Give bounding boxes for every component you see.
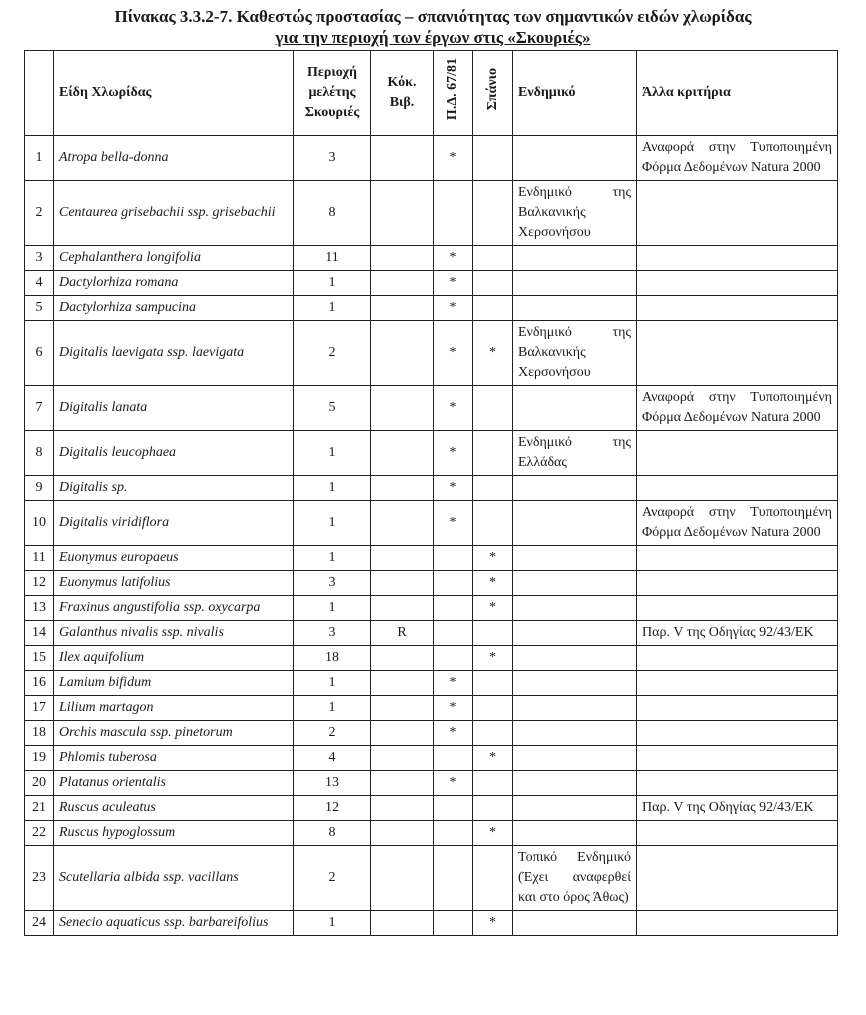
- flora-protection-table: [24, 50, 838, 936]
- endemic-status: [513, 911, 637, 936]
- table-row: [25, 771, 838, 796]
- header-study-area: Περιοχή μελέτης Σκουριές: [294, 51, 371, 136]
- row-number: 2: [25, 181, 54, 246]
- study-area-count: 1: [294, 271, 371, 296]
- endemic-status: [513, 771, 637, 796]
- other-criteria: Αναφορά στην Τυποποιημένη Φόρμα Δεδομένων Natura 2000: [637, 386, 838, 431]
- row-number: 1: [25, 136, 54, 181]
- red-book-status: [371, 431, 434, 476]
- endemic-status: [513, 671, 637, 696]
- rare-mark: [473, 696, 513, 721]
- rare-mark: [473, 386, 513, 431]
- species-name: Centaurea grisebachii ssp. grisebachii: [54, 181, 294, 246]
- red-book-status: [371, 911, 434, 936]
- endemic-status: [513, 296, 637, 321]
- study-area-count: 2: [294, 846, 371, 911]
- red-book-status: [371, 796, 434, 821]
- pd-67-81-mark: *: [434, 696, 473, 721]
- endemic-status: [513, 246, 637, 271]
- study-area-count: 4: [294, 746, 371, 771]
- pd-67-81-mark: *: [434, 246, 473, 271]
- species-name: Ruscus aculeatus: [54, 796, 294, 821]
- rare-mark: [473, 671, 513, 696]
- other-criteria: [637, 821, 838, 846]
- other-criteria: [637, 846, 838, 911]
- study-area-count: 1: [294, 911, 371, 936]
- other-criteria: [637, 596, 838, 621]
- species-name: Digitalis lanata: [54, 386, 294, 431]
- pd-67-81-mark: [434, 821, 473, 846]
- pd-67-81-mark: *: [434, 501, 473, 546]
- table-row: [25, 596, 838, 621]
- pd-67-81-mark: [434, 646, 473, 671]
- rare-mark: [473, 136, 513, 181]
- other-criteria: [637, 571, 838, 596]
- pd-67-81-mark: *: [434, 136, 473, 181]
- other-criteria: [637, 546, 838, 571]
- study-area-count: 3: [294, 621, 371, 646]
- row-number: 22: [25, 821, 54, 846]
- species-name: Digitalis leucophaea: [54, 431, 294, 476]
- rare-mark: *: [473, 821, 513, 846]
- row-number: 9: [25, 476, 54, 501]
- pd-67-81-mark: *: [434, 386, 473, 431]
- endemic-status: [513, 501, 637, 546]
- pd-67-81-mark: *: [434, 721, 473, 746]
- species-name: Scutellaria albida ssp. vacillans: [54, 846, 294, 911]
- red-book-status: [371, 846, 434, 911]
- study-area-count: 1: [294, 501, 371, 546]
- pd-67-81-mark: *: [434, 431, 473, 476]
- pd-67-81-mark: *: [434, 271, 473, 296]
- table-row: [25, 431, 838, 476]
- species-name: Orchis mascula ssp. pinetorum: [54, 721, 294, 746]
- red-book-status: [371, 821, 434, 846]
- table-row: [25, 721, 838, 746]
- header-endemic: Ενδημικό: [513, 51, 637, 136]
- table-row: [25, 136, 838, 181]
- red-book-status: [371, 271, 434, 296]
- red-book-status: [371, 296, 434, 321]
- red-book-status: [371, 181, 434, 246]
- row-number: 10: [25, 501, 54, 546]
- other-criteria: [637, 431, 838, 476]
- row-number: 21: [25, 796, 54, 821]
- endemic-status: Ενδημικό της Βαλκανικής Χερσονήσου: [513, 321, 637, 386]
- study-area-count: 2: [294, 321, 371, 386]
- row-number: 8: [25, 431, 54, 476]
- endemic-status: [513, 596, 637, 621]
- pd-67-81-mark: *: [434, 771, 473, 796]
- endemic-status: Τοπικό Ενδημικό (Έχει αναφερθεί και στο όρος Άθως): [513, 846, 637, 911]
- rare-mark: *: [473, 646, 513, 671]
- endemic-status: [513, 271, 637, 296]
- header-other-criteria: Άλλα κριτήρια: [637, 51, 838, 136]
- species-name: Atropa bella-donna: [54, 136, 294, 181]
- table-row: [25, 571, 838, 596]
- other-criteria: [637, 296, 838, 321]
- table-row: [25, 296, 838, 321]
- study-area-count: 8: [294, 821, 371, 846]
- species-name: Ilex aquifolium: [54, 646, 294, 671]
- species-name: Digitalis sp.: [54, 476, 294, 501]
- red-book-status: [371, 386, 434, 431]
- endemic-status: [513, 796, 637, 821]
- red-book-status: [371, 571, 434, 596]
- other-criteria: [637, 721, 838, 746]
- other-criteria: Παρ. V της Οδηγίας 92/43/ΕΚ: [637, 796, 838, 821]
- caption-line-2: για την περιοχή των έργων στις «Σκουριές»: [275, 28, 591, 47]
- header-number: [25, 51, 54, 136]
- rare-mark: [473, 721, 513, 746]
- pd-67-81-mark: [434, 796, 473, 821]
- endemic-status: Ενδημικό της Βαλκανικής Χερσονήσου: [513, 181, 637, 246]
- table-row: [25, 796, 838, 821]
- endemic-status: [513, 621, 637, 646]
- rare-mark: *: [473, 596, 513, 621]
- study-area-count: 1: [294, 546, 371, 571]
- pd-67-81-mark: [434, 546, 473, 571]
- red-book-status: [371, 596, 434, 621]
- rare-mark: *: [473, 571, 513, 596]
- study-area-count: 1: [294, 596, 371, 621]
- rare-mark: *: [473, 546, 513, 571]
- pd-67-81-mark: [434, 621, 473, 646]
- rare-mark: [473, 771, 513, 796]
- rare-mark: [473, 846, 513, 911]
- species-name: Euonymus latifolius: [54, 571, 294, 596]
- header-pd-label: Π.Δ. 67/81: [445, 58, 460, 121]
- red-book-status: [371, 646, 434, 671]
- table-row: [25, 476, 838, 501]
- other-criteria: Παρ. V της Οδηγίας 92/43/ΕΚ: [637, 621, 838, 646]
- table-row: [25, 746, 838, 771]
- other-criteria: [637, 646, 838, 671]
- row-number: 7: [25, 386, 54, 431]
- header-red-book: Κόκ. Βιβ.: [371, 51, 434, 136]
- species-name: Lamium bifidum: [54, 671, 294, 696]
- pd-67-81-mark: *: [434, 321, 473, 386]
- other-criteria: [637, 671, 838, 696]
- species-name: Platanus orientalis: [54, 771, 294, 796]
- study-area-count: 1: [294, 431, 371, 476]
- species-name: Phlomis tuberosa: [54, 746, 294, 771]
- endemic-status: [513, 696, 637, 721]
- table-row: [25, 271, 838, 296]
- table-row: [25, 696, 838, 721]
- red-book-status: [371, 246, 434, 271]
- red-book-status: [371, 771, 434, 796]
- header-species: Είδη Χλωρίδας: [54, 51, 294, 136]
- other-criteria: [637, 181, 838, 246]
- species-name: Galanthus nivalis ssp. nivalis: [54, 621, 294, 646]
- row-number: 4: [25, 271, 54, 296]
- red-book-status: [371, 671, 434, 696]
- table-row: [25, 246, 838, 271]
- row-number: 18: [25, 721, 54, 746]
- table-row: [25, 321, 838, 386]
- rare-mark: [473, 246, 513, 271]
- table-row: [25, 501, 838, 546]
- row-number: 12: [25, 571, 54, 596]
- study-area-count: 1: [294, 296, 371, 321]
- species-name: Dactylorhiza romana: [54, 271, 294, 296]
- table-row: [25, 386, 838, 431]
- species-name: Fraxinus angustifolia ssp. oxycarpa: [54, 596, 294, 621]
- endemic-status: [513, 386, 637, 431]
- rare-mark: [473, 181, 513, 246]
- pd-67-81-mark: *: [434, 296, 473, 321]
- rare-mark: [473, 476, 513, 501]
- endemic-status: Ενδημικό της Ελλάδας: [513, 431, 637, 476]
- endemic-status: [513, 476, 637, 501]
- study-area-count: 3: [294, 136, 371, 181]
- row-number: 6: [25, 321, 54, 386]
- other-criteria: [637, 321, 838, 386]
- rare-mark: *: [473, 321, 513, 386]
- header-rare: [473, 51, 513, 136]
- pd-67-81-mark: [434, 911, 473, 936]
- endemic-status: [513, 571, 637, 596]
- row-number: 23: [25, 846, 54, 911]
- table-row: [25, 181, 838, 246]
- other-criteria: [637, 771, 838, 796]
- species-name: Euonymus europaeus: [54, 546, 294, 571]
- endemic-status: [513, 136, 637, 181]
- other-criteria: [637, 746, 838, 771]
- table-row: [25, 546, 838, 571]
- red-book-status: [371, 321, 434, 386]
- study-area-count: 1: [294, 476, 371, 501]
- row-number: 17: [25, 696, 54, 721]
- other-criteria: [637, 271, 838, 296]
- rare-mark: *: [473, 911, 513, 936]
- pd-67-81-mark: [434, 181, 473, 246]
- red-book-status: [371, 746, 434, 771]
- study-area-count: 8: [294, 181, 371, 246]
- endemic-status: [513, 546, 637, 571]
- endemic-status: [513, 646, 637, 671]
- rare-mark: [473, 271, 513, 296]
- species-name: Dactylorhiza sampucina: [54, 296, 294, 321]
- endemic-status: [513, 746, 637, 771]
- pd-67-81-mark: [434, 846, 473, 911]
- species-name: Senecio aquaticus ssp. barbareifolius: [54, 911, 294, 936]
- species-name: Ruscus hypoglossum: [54, 821, 294, 846]
- study-area-count: 1: [294, 696, 371, 721]
- table-row: [25, 846, 838, 911]
- table-row: [25, 821, 838, 846]
- study-area-count: 1: [294, 671, 371, 696]
- rare-mark: [473, 296, 513, 321]
- red-book-status: R: [371, 621, 434, 646]
- row-number: 20: [25, 771, 54, 796]
- row-number: 11: [25, 546, 54, 571]
- species-name: Cephalanthera longifolia: [54, 246, 294, 271]
- rare-mark: [473, 621, 513, 646]
- study-area-count: 5: [294, 386, 371, 431]
- red-book-status: [371, 696, 434, 721]
- rare-mark: [473, 501, 513, 546]
- other-criteria: [637, 696, 838, 721]
- header-rare-label: Σπάνιο: [484, 68, 500, 111]
- study-area-count: 11: [294, 246, 371, 271]
- red-book-status: [371, 136, 434, 181]
- row-number: 19: [25, 746, 54, 771]
- study-area-count: 3: [294, 571, 371, 596]
- study-area-count: 13: [294, 771, 371, 796]
- other-criteria: [637, 911, 838, 936]
- row-number: 24: [25, 911, 54, 936]
- table-row: [25, 911, 838, 936]
- endemic-status: [513, 821, 637, 846]
- row-number: 13: [25, 596, 54, 621]
- header-row: [25, 51, 838, 136]
- pd-67-81-mark: [434, 746, 473, 771]
- species-name: Digitalis laevigata ssp. laevigata: [54, 321, 294, 386]
- other-criteria: [637, 476, 838, 501]
- study-area-count: 12: [294, 796, 371, 821]
- table-caption: [0, 6, 866, 48]
- red-book-status: [371, 546, 434, 571]
- table-row: [25, 671, 838, 696]
- rare-mark: [473, 431, 513, 476]
- species-name: Digitalis viridiflora: [54, 501, 294, 546]
- table-body: [25, 136, 838, 936]
- rare-mark: *: [473, 746, 513, 771]
- caption-line-1: Πίνακας 3.3.2-7. Καθεστώς προστασίας – σπανιότητας των σημαντικών ειδών χλωρίδας: [114, 7, 752, 26]
- row-number: 3: [25, 246, 54, 271]
- red-book-status: [371, 476, 434, 501]
- other-criteria: Αναφορά στην Τυποποιημένη Φόρμα Δεδομένων Natura 2000: [637, 501, 838, 546]
- pd-67-81-mark: *: [434, 671, 473, 696]
- endemic-status: [513, 721, 637, 746]
- table-row: [25, 646, 838, 671]
- header-pd-67-81: [434, 51, 473, 136]
- pd-67-81-mark: *: [434, 476, 473, 501]
- other-criteria: Αναφορά στην Τυποποιημένη Φόρμα Δεδομένων Natura 2000: [637, 136, 838, 181]
- other-criteria: [637, 246, 838, 271]
- row-number: 14: [25, 621, 54, 646]
- table-row: [25, 621, 838, 646]
- pd-67-81-mark: [434, 571, 473, 596]
- rare-mark: [473, 796, 513, 821]
- species-name: Lilium martagon: [54, 696, 294, 721]
- row-number: 15: [25, 646, 54, 671]
- red-book-status: [371, 721, 434, 746]
- row-number: 16: [25, 671, 54, 696]
- pd-67-81-mark: [434, 596, 473, 621]
- red-book-status: [371, 501, 434, 546]
- study-area-count: 2: [294, 721, 371, 746]
- row-number: 5: [25, 296, 54, 321]
- study-area-count: 18: [294, 646, 371, 671]
